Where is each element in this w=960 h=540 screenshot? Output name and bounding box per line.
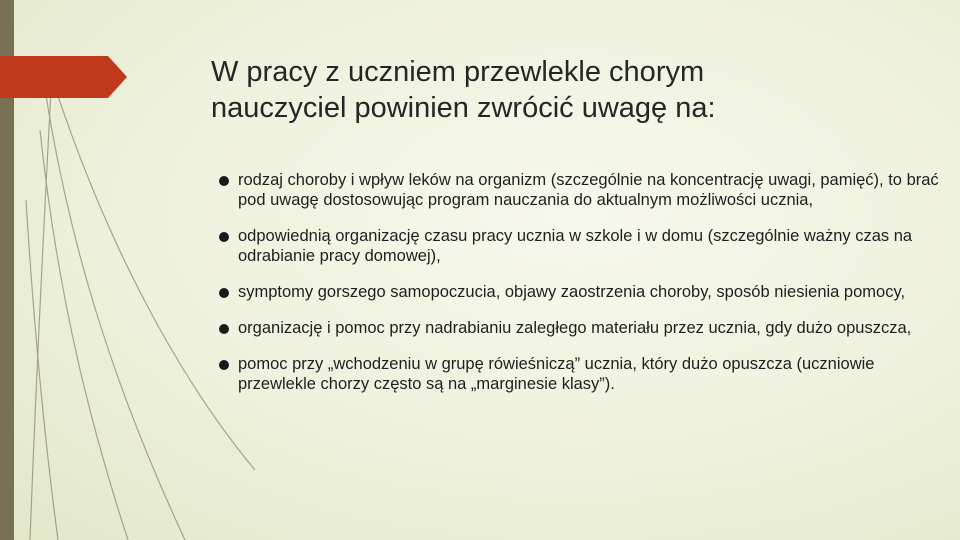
bullet-dot-icon [219,232,229,242]
bullet-dot-icon [219,324,229,334]
slide-title [211,54,911,126]
bullet-text: symptomy gorszego samopoczucia, objawy zaostrzenia choroby, sposób niesienia pomocy, [238,283,906,301]
list-item [216,170,946,210]
bullet-text: odpowiednią organizację czasu pracy ucznia w szkole i w domu (szczególnie ważny czas na odrabianie pracy domowej), [238,227,913,265]
bullet-dot-icon [219,288,229,298]
bullet-text: pomoc przy „wchodzeniu w grupę rówieśniczą” ucznia, który dużo opuszcza (uczniowie przewlekle chorzy często są na „marginesie klasy”). [238,355,875,393]
list-item [216,354,946,394]
accent-arrow-shape [0,56,130,98]
bullet-dot-icon [219,176,229,186]
bullet-text: organizację i pomoc przy nadrabianiu zaległego materiału przez ucznia, gdy dużo opuszcza, [238,319,912,337]
title-line-1: W pracy z uczniem przewlekle chorym [211,56,705,88]
list-item [216,282,946,302]
bullet-dot-icon [219,360,229,370]
list-item [216,318,946,338]
title-line-2: nauczyciel powinien zwrócić uwagę na: [211,92,716,124]
bullet-text: rodzaj choroby i wpływ leków na organizm (szczególnie na koncentrację uwagi, pamięć), to brać pod uwagę dostosowując program nauczania do aktualnym możliwości ucznia, [238,171,939,209]
bullet-list [216,170,946,410]
list-item [216,226,946,266]
